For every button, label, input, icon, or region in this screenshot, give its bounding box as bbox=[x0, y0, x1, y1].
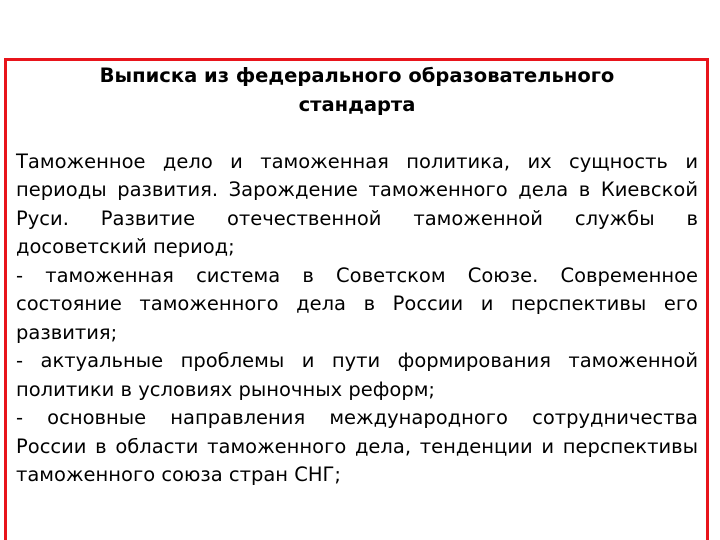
spacer bbox=[16, 119, 698, 148]
paragraph-international-cooperation: - основные направления международного сотрудничества России в области таможенного дела, тенденции и перспективы таможенного союза стран СНГ; bbox=[16, 406, 698, 486]
slide-title: Выписка из федерального образовательного стандарта bbox=[99, 64, 615, 116]
paragraph-soviet-system: - таможенная система в Советском Союзе. Современное состояние таможенного дела в России и перспективы его развития; bbox=[16, 263, 698, 344]
paragraph-history: Таможенное дело и таможенная политика, их сущность и периоды развития. Зарождение таможенного дела в Киевской Руси. Развитие отечественной таможенной службы в досоветский период; bbox=[16, 149, 698, 258]
paragraph-current-problems: - актуальные проблемы и пути формирования таможенной политики в условиях рыночных реформ; bbox=[16, 349, 698, 401]
slide-content bbox=[16, 62, 698, 490]
